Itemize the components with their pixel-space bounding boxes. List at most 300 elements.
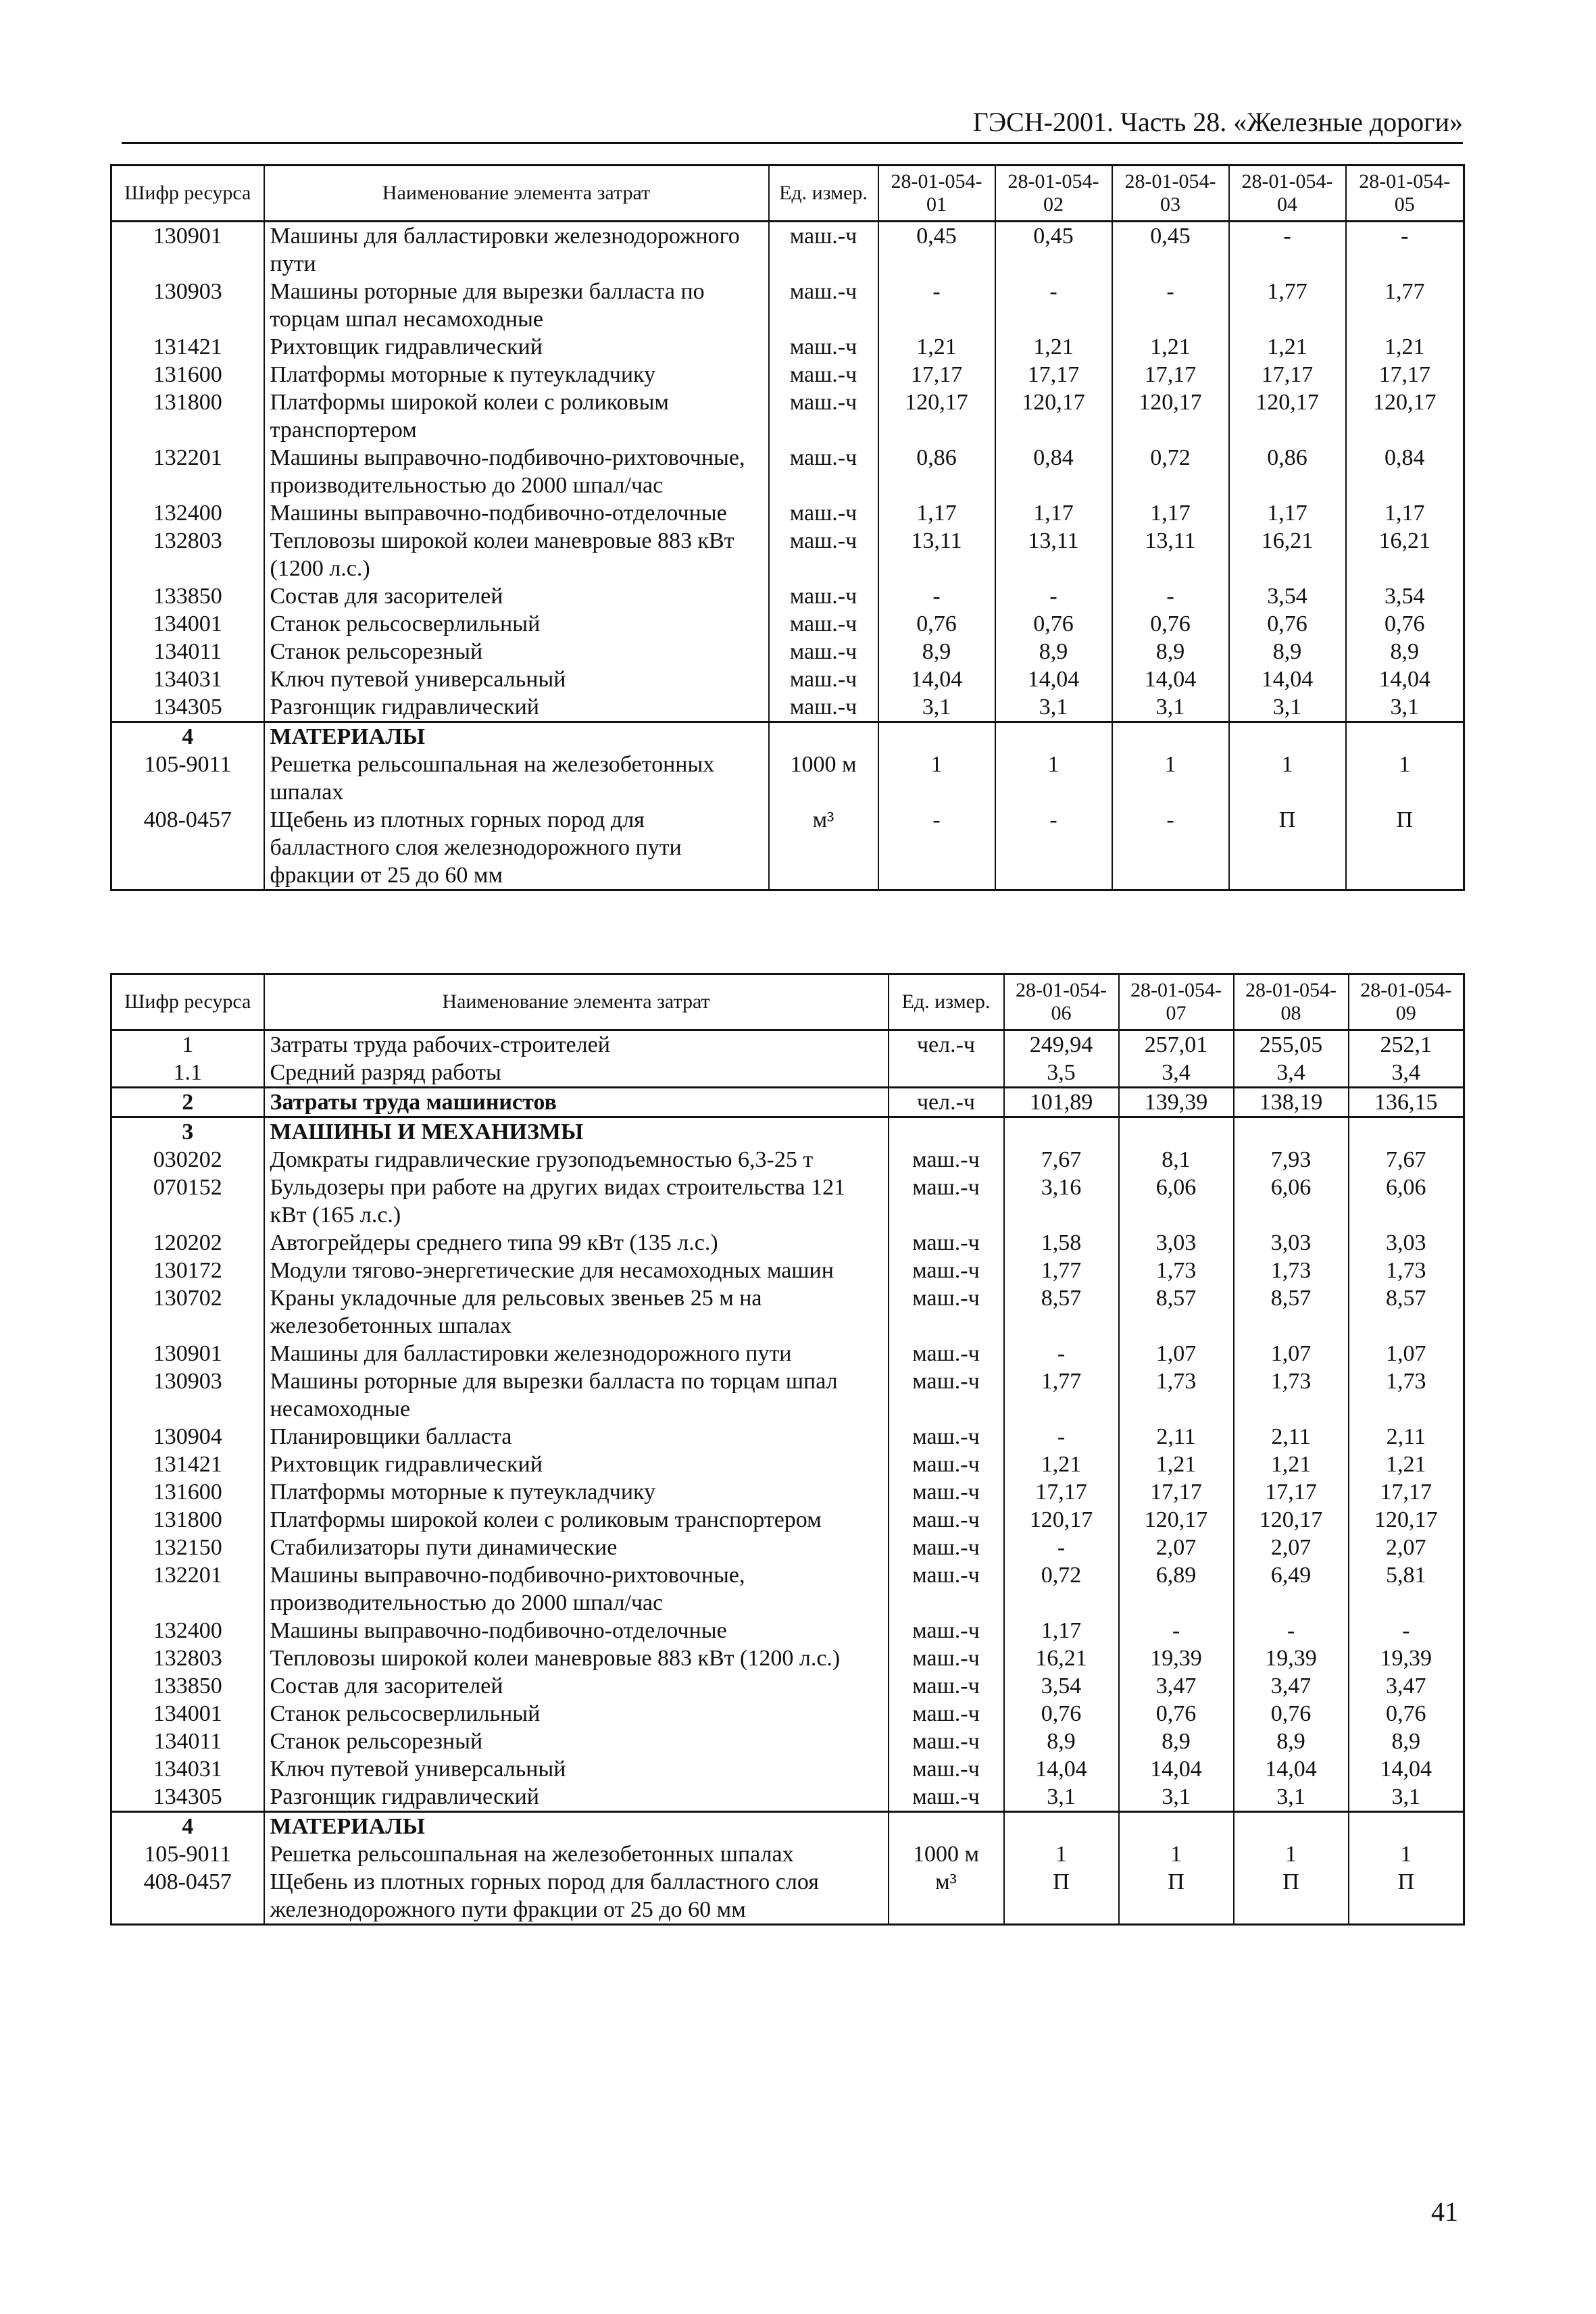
table-row	[111, 388, 1464, 444]
value-cell: 8,9	[1119, 1728, 1234, 1755]
resource-code: 134031	[111, 1755, 264, 1783]
resource-code: 130901	[111, 1340, 264, 1367]
value-cell: -	[1004, 1423, 1119, 1451]
resource-name: Тепловозы широкой колеи маневровые 883 кВт (1200 л.с.)	[264, 527, 769, 582]
unit-cell: маш.-ч	[769, 582, 878, 610]
value-cell: 7,93	[1234, 1146, 1349, 1174]
value-cell: -	[1346, 222, 1464, 278]
value-cell: 0,76	[1112, 610, 1229, 638]
value-cell: 0,76	[1349, 1700, 1464, 1728]
resource-name: Платформы широкой колеи с роликовым транспортером	[264, 1506, 889, 1534]
value-cell: 120,17	[1119, 1506, 1234, 1534]
section-title: МАТЕРИАЛЫ	[264, 722, 769, 751]
value-cell: 1,21	[1119, 1451, 1234, 1478]
value-cell	[1234, 1812, 1349, 1841]
unit-cell: маш.-ч	[889, 1451, 1004, 1478]
value-cell: 17,17	[1229, 361, 1346, 388]
value-cell: 8,57	[1234, 1284, 1349, 1340]
unit-cell: маш.-ч	[769, 638, 878, 665]
section-title: МАТЕРИАЛЫ	[264, 1812, 889, 1841]
table-row	[111, 1059, 1464, 1088]
value-cell	[1112, 722, 1229, 751]
resource-code: 408-0457	[111, 1868, 264, 1925]
resource-name: Домкраты гидравлические грузоподъемностью 6,3-25 т	[264, 1146, 889, 1174]
value-cell: 6,06	[1119, 1174, 1234, 1229]
unit-cell: маш.-ч	[889, 1728, 1004, 1755]
value-cell: 1,73	[1119, 1257, 1234, 1284]
value-cell: 3,54	[1346, 582, 1464, 610]
table-row	[111, 361, 1464, 388]
value-cell: 0,76	[1119, 1700, 1234, 1728]
resource-code: 120202	[111, 1229, 264, 1257]
value-cell: 0,45	[995, 222, 1112, 278]
value-cell: 6,06	[1349, 1174, 1464, 1229]
value-cell: 3,47	[1234, 1672, 1349, 1700]
value-cell: 17,17	[1004, 1478, 1119, 1506]
value-cell: 139,39	[1119, 1088, 1234, 1117]
value-cell: 257,01	[1119, 1030, 1234, 1059]
unit-cell: маш.-ч	[889, 1755, 1004, 1783]
value-cell: -	[995, 806, 1112, 890]
value-cell: 1,21	[1346, 333, 1464, 361]
value-cell: -	[1004, 1340, 1119, 1367]
value-cell: 8,57	[1004, 1284, 1119, 1340]
value-cell: 2,11	[1119, 1423, 1234, 1451]
resource-name: Состав для засорителей	[264, 582, 769, 610]
value-cell: 3,1	[1112, 693, 1229, 722]
unit-cell: маш.-ч	[889, 1284, 1004, 1340]
value-cell: 3,03	[1234, 1229, 1349, 1257]
resource-code: 2	[111, 1088, 264, 1117]
table-body	[111, 1030, 1464, 1925]
value-cell	[1229, 722, 1346, 751]
value-cell: 14,04	[1119, 1755, 1234, 1783]
value-cell: 0,84	[1346, 444, 1464, 499]
resource-code: 134001	[111, 1700, 264, 1728]
resource-code: 131600	[111, 361, 264, 388]
value-cell: 1,77	[1004, 1367, 1119, 1423]
section-row	[111, 1812, 1464, 1841]
value-cell: 1,21	[1234, 1451, 1349, 1478]
value-cell: 1	[1349, 1840, 1464, 1868]
value-cell: 1	[1119, 1840, 1234, 1868]
resource-code: 131800	[111, 1506, 264, 1534]
col-header-variant: 28-01-054-07	[1119, 974, 1234, 1030]
col-header-variant: 28-01-054-04	[1229, 166, 1346, 222]
value-cell: 3,1	[878, 693, 995, 722]
value-cell: 1,17	[878, 499, 995, 527]
table-row	[111, 806, 1464, 890]
resource-code: 131800	[111, 388, 264, 444]
value-cell: -	[878, 582, 995, 610]
value-cell: 101,89	[1004, 1088, 1119, 1117]
unit-cell: маш.-ч	[889, 1423, 1004, 1451]
value-cell: 1,21	[1229, 333, 1346, 361]
unit-cell: чел.-ч	[889, 1088, 1004, 1117]
value-cell: 1	[1004, 1840, 1119, 1868]
value-cell: 3,1	[1346, 693, 1464, 722]
value-cell: 2,07	[1349, 1534, 1464, 1561]
value-cell: 1,07	[1234, 1340, 1349, 1367]
table-row	[111, 665, 1464, 693]
resource-name: Ключ путевой универсальный	[264, 1755, 889, 1783]
value-cell: 17,17	[1346, 361, 1464, 388]
value-cell	[1346, 722, 1464, 751]
resource-code: 132803	[111, 527, 264, 582]
value-cell: 0,86	[1229, 444, 1346, 499]
value-cell: 3,03	[1349, 1229, 1464, 1257]
value-cell: 3,47	[1119, 1672, 1234, 1700]
table-row	[111, 1783, 1464, 1812]
value-cell: 2,07	[1119, 1534, 1234, 1561]
resource-name: Машины для балластировки железнодорожного пути	[264, 222, 769, 278]
value-cell: 3,54	[1004, 1672, 1119, 1700]
resource-name: Бульдозеры при работе на других видах строительства 121 кВт (165 л.с.)	[264, 1174, 889, 1229]
value-cell	[995, 722, 1112, 751]
table-row	[111, 278, 1464, 333]
unit-cell: маш.-ч	[889, 1367, 1004, 1423]
value-cell: 1,77	[1229, 278, 1346, 333]
value-cell: 0,76	[995, 610, 1112, 638]
resource-code: 4	[111, 722, 264, 751]
value-cell: 14,04	[1346, 665, 1464, 693]
value-cell: 14,04	[878, 665, 995, 693]
value-cell: -	[1112, 582, 1229, 610]
value-cell: -	[1112, 806, 1229, 890]
unit-cell: 1000 м	[889, 1840, 1004, 1868]
table-row	[111, 1451, 1464, 1478]
value-cell: 0,84	[995, 444, 1112, 499]
value-cell: 17,17	[878, 361, 995, 388]
table-row	[111, 444, 1464, 499]
value-cell	[1349, 1812, 1464, 1841]
value-cell: -	[1004, 1534, 1119, 1561]
value-cell: 8,9	[1346, 638, 1464, 665]
table-row	[111, 1840, 1464, 1868]
resource-code: 132803	[111, 1644, 264, 1672]
value-cell: 6,06	[1234, 1174, 1349, 1229]
value-cell: 1,73	[1234, 1257, 1349, 1284]
resource-name: Платформы широкой колеи с роликовым транспортером	[264, 388, 769, 444]
resource-name: Станок рельсосверлильный	[264, 610, 769, 638]
value-cell: 8,9	[1349, 1728, 1464, 1755]
value-cell: 1,21	[1349, 1451, 1464, 1478]
value-cell: -	[878, 278, 995, 333]
value-cell: 19,39	[1234, 1644, 1349, 1672]
resource-name: Краны укладочные для рельсовых звеньев 25 м на железобетонных шпалах	[264, 1284, 889, 1340]
col-header-name: Наименование элемента затрат	[264, 166, 769, 222]
value-cell: 1,73	[1119, 1367, 1234, 1423]
value-cell: 17,17	[1112, 361, 1229, 388]
value-cell: 3,03	[1119, 1229, 1234, 1257]
value-cell: П	[1349, 1868, 1464, 1925]
value-cell: 120,17	[1346, 388, 1464, 444]
value-cell: 0,76	[878, 610, 995, 638]
resource-code: 130904	[111, 1423, 264, 1451]
value-cell: 3,16	[1004, 1174, 1119, 1229]
unit-cell: маш.-ч	[769, 499, 878, 527]
table-row	[111, 222, 1464, 278]
value-cell: 6,49	[1234, 1561, 1349, 1617]
value-cell: 1,58	[1004, 1229, 1119, 1257]
resource-code: 1.1	[111, 1059, 264, 1088]
value-cell: 120,17	[878, 388, 995, 444]
value-cell: 1,21	[995, 333, 1112, 361]
unit-cell: 1000 м	[769, 751, 878, 806]
value-cell	[1119, 1812, 1234, 1841]
table-row	[111, 1672, 1464, 1700]
table-row	[111, 1644, 1464, 1672]
table-row	[111, 1257, 1464, 1284]
value-cell: 1	[1234, 1840, 1349, 1868]
col-header-variant: 28-01-054-02	[995, 166, 1112, 222]
section-title: МАШИНЫ И МЕХАНИЗМЫ	[264, 1117, 889, 1147]
value-cell	[878, 722, 995, 751]
value-cell: 14,04	[1349, 1755, 1464, 1783]
table-row	[111, 1617, 1464, 1644]
unit-cell: маш.-ч	[769, 388, 878, 444]
value-cell: 120,17	[1229, 388, 1346, 444]
unit-cell: чел.-ч	[889, 1030, 1004, 1059]
resource-code: 130903	[111, 1367, 264, 1423]
value-cell: 5,81	[1349, 1561, 1464, 1617]
value-cell: 120,17	[1112, 388, 1229, 444]
value-cell: 1	[1229, 751, 1346, 806]
unit-cell: маш.-ч	[769, 333, 878, 361]
resource-code: 132400	[111, 1617, 264, 1644]
resource-code: 130901	[111, 222, 264, 278]
resource-name: Решетка рельсошпальная на железобетонных шпалах	[264, 751, 769, 806]
unit-cell: маш.-ч	[889, 1561, 1004, 1617]
page-header	[122, 107, 1463, 144]
value-cell: 0,45	[1112, 222, 1229, 278]
value-cell: 1,73	[1349, 1367, 1464, 1423]
value-cell: -	[995, 582, 1112, 610]
value-cell: 3,54	[1229, 582, 1346, 610]
resource-code: 4	[111, 1812, 264, 1841]
value-cell: 7,67	[1349, 1146, 1464, 1174]
table-row	[111, 499, 1464, 527]
unit-cell: маш.-ч	[769, 444, 878, 499]
resource-name: Платформы моторные к путеукладчику	[264, 1478, 889, 1506]
value-cell: 3,1	[1004, 1783, 1119, 1812]
value-cell: -	[1112, 278, 1229, 333]
value-cell: 1,07	[1119, 1340, 1234, 1367]
resource-name: Тепловозы широкой колеи маневровые 883 кВт (1200 л.с.)	[264, 1644, 889, 1672]
table-row	[111, 610, 1464, 638]
col-header-unit: Ед. измер.	[769, 166, 878, 222]
value-cell: 1,21	[878, 333, 995, 361]
resource-name: Платформы моторные к путеукладчику	[264, 361, 769, 388]
header-title: ГЭСН-2001. Часть 28. «Железные дороги»	[972, 107, 1463, 137]
table-row	[111, 638, 1464, 665]
unit-cell: маш.-ч	[769, 693, 878, 722]
table-row	[111, 1423, 1464, 1451]
value-cell: -	[1234, 1617, 1349, 1644]
value-cell: 13,11	[878, 527, 995, 582]
value-cell: 8,9	[995, 638, 1112, 665]
value-cell: 0,76	[1234, 1700, 1349, 1728]
unit-cell: маш.-ч	[889, 1146, 1004, 1174]
unit-cell	[889, 1117, 1004, 1147]
value-cell: 1,17	[1229, 499, 1346, 527]
value-cell: 2,11	[1349, 1423, 1464, 1451]
table-header-row	[111, 166, 1464, 222]
value-cell: 8,1	[1119, 1146, 1234, 1174]
value-cell: 8,9	[1229, 638, 1346, 665]
table-row	[111, 1174, 1464, 1229]
value-cell	[1004, 1117, 1119, 1147]
value-cell: 13,11	[995, 527, 1112, 582]
value-cell: 3,1	[1234, 1783, 1349, 1812]
value-cell: 14,04	[1229, 665, 1346, 693]
resource-code: 131600	[111, 1478, 264, 1506]
value-cell: 8,57	[1349, 1284, 1464, 1340]
unit-cell: маш.-ч	[769, 278, 878, 333]
value-cell: 0,45	[878, 222, 995, 278]
value-cell: 3,47	[1349, 1672, 1464, 1700]
table-row	[111, 1340, 1464, 1367]
unit-cell	[889, 1059, 1004, 1088]
resource-code: 3	[111, 1117, 264, 1147]
resource-code: 408-0457	[111, 806, 264, 890]
resource-code: 133850	[111, 582, 264, 610]
value-cell: 1,21	[1112, 333, 1229, 361]
unit-cell: маш.-ч	[889, 1534, 1004, 1561]
table-row	[111, 1561, 1464, 1617]
value-cell: 3,4	[1234, 1059, 1349, 1088]
resource-code: 070152	[111, 1174, 264, 1229]
value-cell: -	[1349, 1617, 1464, 1644]
resource-code: 132400	[111, 499, 264, 527]
resource-code: 131421	[111, 1451, 264, 1478]
value-cell: 3,5	[1004, 1059, 1119, 1088]
value-cell: 136,15	[1349, 1088, 1464, 1117]
value-cell: 8,9	[1112, 638, 1229, 665]
col-header-variant: 28-01-054-03	[1112, 166, 1229, 222]
value-cell: 19,39	[1119, 1644, 1234, 1672]
value-cell: 3,1	[1119, 1783, 1234, 1812]
table-row	[111, 1229, 1464, 1257]
value-cell: 1,77	[1346, 278, 1464, 333]
value-cell: 16,21	[1346, 527, 1464, 582]
table-row	[111, 1534, 1464, 1561]
resource-name: Машины роторные для вырезки балласта по торцам шпал несамоходные	[264, 1367, 889, 1423]
resource-table-1	[110, 164, 1465, 891]
value-cell: 6,89	[1119, 1561, 1234, 1617]
resource-code: 105-9011	[111, 1840, 264, 1868]
unit-cell: маш.-ч	[769, 665, 878, 693]
section-row	[111, 722, 1464, 751]
resource-name: Рихтовщик гидравлический	[264, 1451, 889, 1478]
value-cell: 14,04	[1004, 1755, 1119, 1783]
value-cell: -	[878, 806, 995, 890]
resource-code: 134011	[111, 638, 264, 665]
value-cell: 1,17	[1112, 499, 1229, 527]
value-cell: П	[1234, 1868, 1349, 1925]
value-cell	[1004, 1812, 1119, 1841]
table-row	[111, 1146, 1464, 1174]
value-cell: 17,17	[1119, 1478, 1234, 1506]
resource-code: 130172	[111, 1257, 264, 1284]
resource-name: Средний разряд работы	[264, 1059, 889, 1088]
resource-code: 132201	[111, 1561, 264, 1617]
resource-name: Машины выправочно-подбивочно-рихтовочные, производительностью до 2000 шпал/час	[264, 1561, 889, 1617]
table-row	[111, 1284, 1464, 1340]
resource-code: 105-9011	[111, 751, 264, 806]
unit-cell: маш.-ч	[889, 1174, 1004, 1229]
value-cell: 120,17	[1234, 1506, 1349, 1534]
table-header-row	[111, 974, 1464, 1030]
resource-name: Щебень из плотных горных пород для балластного слоя железнодорожного пути фракции от 25 до 60 мм	[264, 1868, 889, 1925]
resource-name: Машины для балластировки железнодорожного пути	[264, 1340, 889, 1367]
unit-cell: маш.-ч	[889, 1700, 1004, 1728]
value-cell: 3,4	[1349, 1059, 1464, 1088]
value-cell: 14,04	[995, 665, 1112, 693]
value-cell: 1,07	[1349, 1340, 1464, 1367]
resource-code: 133850	[111, 1672, 264, 1700]
resource-code: 134011	[111, 1728, 264, 1755]
value-cell: 8,9	[1004, 1728, 1119, 1755]
resource-code: 134031	[111, 665, 264, 693]
table-row	[111, 1868, 1464, 1925]
value-cell: 252,1	[1349, 1030, 1464, 1059]
resource-name: Станок рельсосверлильный	[264, 1700, 889, 1728]
value-cell: 1	[1346, 751, 1464, 806]
value-cell: 249,94	[1004, 1030, 1119, 1059]
value-cell	[1349, 1117, 1464, 1147]
value-cell: 1	[878, 751, 995, 806]
resource-name: Машины выправочно-подбивочно-рихтовочные, производительностью до 2000 шпал/час	[264, 444, 769, 499]
col-header-unit: Ед. измер.	[889, 974, 1004, 1030]
table-row	[111, 527, 1464, 582]
resource-code: 130903	[111, 278, 264, 333]
resource-name: Рихтовщик гидравлический	[264, 333, 769, 361]
resource-name: Щебень из плотных горных пород для балластного слоя железнодорожного пути фракции от 25 до 60 мм	[264, 806, 769, 890]
value-cell: 1,77	[1004, 1257, 1119, 1284]
unit-cell: маш.-ч	[889, 1644, 1004, 1672]
unit-cell: маш.-ч	[889, 1617, 1004, 1644]
value-cell: 0,76	[1346, 610, 1464, 638]
resource-name: Автогрейдеры среднего типа 99 кВт (135 л.с.)	[264, 1229, 889, 1257]
value-cell: 17,17	[1234, 1478, 1349, 1506]
value-cell: П	[1229, 806, 1346, 890]
table-row	[111, 1755, 1464, 1783]
resource-name: Затраты труда рабочих-строителей	[264, 1030, 889, 1059]
resource-name: Стабилизаторы пути динамические	[264, 1534, 889, 1561]
value-cell: 0,76	[1229, 610, 1346, 638]
value-cell: 8,57	[1119, 1284, 1234, 1340]
resource-table-2	[110, 973, 1465, 1926]
resource-name: Станок рельсорезный	[264, 638, 769, 665]
value-cell: 7,67	[1004, 1146, 1119, 1174]
unit-cell: маш.-ч	[769, 610, 878, 638]
unit-cell: м³	[889, 1868, 1004, 1925]
table-row	[111, 333, 1464, 361]
value-cell: 0,72	[1112, 444, 1229, 499]
resource-name: Планировщики балласта	[264, 1423, 889, 1451]
table-row	[111, 1478, 1464, 1506]
unit-cell: маш.-ч	[889, 1506, 1004, 1534]
unit-cell: маш.-ч	[889, 1672, 1004, 1700]
value-cell: 1,73	[1349, 1257, 1464, 1284]
value-cell: 120,17	[1349, 1506, 1464, 1534]
value-cell: П	[1346, 806, 1464, 890]
col-header-variant: 28-01-054-08	[1234, 974, 1349, 1030]
value-cell: 1,17	[1004, 1617, 1119, 1644]
value-cell: 17,17	[1349, 1478, 1464, 1506]
resource-name: Станок рельсорезный	[264, 1728, 889, 1755]
